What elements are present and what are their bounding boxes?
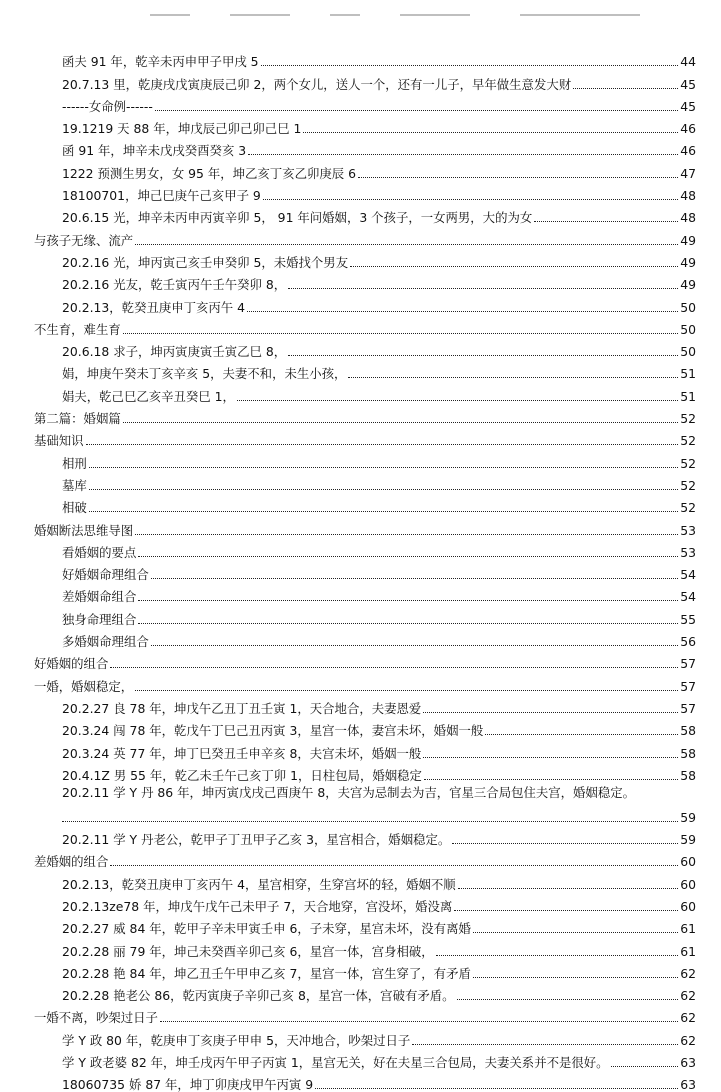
toc-page-number: 47 — [680, 165, 696, 181]
toc-dot-leader — [138, 623, 678, 624]
toc-entry-title: 差婚姻的组合 — [34, 854, 109, 870]
toc-entry[interactable] — [34, 448, 696, 470]
toc-page-number: 59 — [680, 809, 696, 825]
toc-entry-title: 一婚，婚姻稳定， — [34, 678, 134, 694]
toc-page-number: 60 — [680, 898, 696, 914]
toc-dot-leader — [457, 999, 678, 1000]
toc-dot-leader — [123, 333, 678, 334]
toc-page-number: 58 — [680, 745, 696, 761]
toc-entry[interactable] — [34, 914, 696, 936]
toc-entry-title: 看婚姻的要点 — [62, 544, 137, 560]
toc-dot-leader — [534, 221, 678, 222]
toc-dot-leader — [89, 511, 678, 512]
toc-entry-title: 20.2.11 学 Y 丹老公，乾甲子丁丑甲子乙亥 3，星宫相合，婚姻稳定。 — [62, 832, 451, 848]
toc-entry-title: 多婚姻命理组合 — [62, 634, 149, 650]
toc-page-number: 60 — [680, 876, 696, 892]
toc-dot-leader — [423, 712, 678, 713]
toc-entry[interactable] — [34, 136, 696, 158]
toc-page-number: 46 — [680, 121, 696, 137]
toc-entry-title: 1222 预测生男女，女 95 年，坤乙亥丁亥乙卯庚辰 6 — [62, 165, 356, 181]
toc-page-number: 57 — [680, 700, 696, 716]
toc-entry-title: 20.6.18 求子，坤丙寅庚寅壬寅乙巳 8， — [62, 344, 287, 360]
toc-section-entry[interactable] — [34, 515, 696, 537]
scan-artifact — [230, 14, 290, 16]
toc-dot-leader — [315, 1088, 678, 1089]
toc-page-number: 54 — [680, 567, 696, 583]
toc-dot-leader — [237, 400, 678, 401]
toc-entry-title: 20.2.28 艳 84 年，坤乙丑壬午甲申乙亥 7，星宫一体，宫生穿了，有矛盾 — [62, 965, 471, 981]
toc-page-number: 53 — [680, 544, 696, 560]
toc-entry[interactable] — [34, 981, 696, 1003]
toc-page-number: 45 — [680, 98, 696, 114]
toc-dot-leader — [110, 865, 678, 866]
toc-entry-title: 好婚姻的组合 — [34, 656, 109, 672]
toc-page-number: 50 — [680, 321, 696, 337]
toc-dot-leader — [573, 88, 678, 89]
toc-entry[interactable] — [34, 1048, 696, 1070]
toc-entry-title: 娟夫，乾己巳乙亥辛丑癸巳 1， — [62, 388, 235, 404]
toc-entry[interactable] — [34, 783, 696, 825]
toc-dot-leader — [62, 821, 678, 822]
toc-entry-title: 20.3.24 闯 78 年，乾戊午丁巳己丑丙寅 3，星宫一体，妻宫未坏，婚姻一般 — [62, 723, 484, 739]
toc-entry-title: 20.3.24 英 77 年，坤丁巳癸丑壬申辛亥 8，夫宫未坏，婚姻一般 — [62, 745, 422, 761]
toc-entry[interactable] — [34, 1025, 696, 1047]
toc-dot-leader — [303, 132, 678, 133]
toc-page-number: 48 — [680, 210, 696, 226]
toc-entry-title: ------女命例------ — [62, 98, 153, 114]
toc-entry-title: 20.6.15 光，坤辛未丙申丙寅辛卯 5， 91 年问婚姻，3 个孩子，一女两男，大的为女 — [62, 210, 533, 226]
toc-entry[interactable] — [34, 292, 696, 314]
toc-dot-leader — [151, 578, 678, 579]
toc-entry[interactable] — [34, 738, 696, 760]
toc-entry-title: 20.2.27 威 84 年，乾甲子辛未甲寅壬申 6，子未穿，星宫未坏，没有离婚 — [62, 921, 471, 937]
toc-entry-title: 差婚姻命组合 — [62, 589, 137, 605]
toc-entry[interactable] — [34, 493, 696, 515]
toc-dot-leader — [110, 667, 678, 668]
toc-entry-title: 函夫 91 年，乾辛未丙申甲子甲戌 5 — [62, 54, 259, 70]
toc-page-number: 62 — [680, 1032, 696, 1048]
toc-page-number: 61 — [680, 921, 696, 937]
toc-section-entry[interactable] — [34, 671, 696, 693]
scan-artifact — [330, 14, 360, 16]
toc-entry-title: 18060735 娇 87 年，坤丁卯庚戌甲午丙寅 9 — [62, 1077, 314, 1092]
table-of-contents — [34, 47, 696, 1092]
toc-entry[interactable] — [34, 114, 696, 136]
toc-entry-title: 好婚姻命理组合 — [62, 567, 149, 583]
toc-page-number: 51 — [680, 366, 696, 382]
toc-page-number: 45 — [680, 76, 696, 92]
toc-entry-title: 一婚不离，吵架过日子 — [34, 1010, 158, 1026]
toc-dot-leader — [261, 65, 678, 66]
scan-artifact — [520, 14, 640, 16]
toc-page-number: 57 — [680, 678, 696, 694]
toc-entry[interactable] — [34, 203, 696, 225]
toc-page-number: 62 — [680, 1010, 696, 1026]
toc-section-entry[interactable] — [34, 404, 696, 426]
toc-dot-leader — [123, 422, 678, 423]
toc-page-number: 50 — [680, 299, 696, 315]
toc-page-number: 46 — [680, 143, 696, 159]
toc-entry-title: 相刑 — [62, 455, 87, 471]
toc-entry-title: 20.4.1Z 男 55 年，乾乙未壬午己亥丁卯 1，日柱包局，婚姻稳定 — [62, 767, 422, 783]
toc-entry-continuation — [62, 807, 696, 825]
toc-entry[interactable] — [34, 627, 696, 649]
toc-page-number: 58 — [680, 723, 696, 739]
toc-dot-leader — [288, 288, 678, 289]
toc-page-number: 51 — [680, 388, 696, 404]
toc-dot-leader — [135, 690, 678, 691]
toc-dot-leader — [458, 888, 678, 889]
toc-dot-leader — [86, 444, 678, 445]
toc-entry-title: 不生育，难生育 — [34, 321, 121, 337]
toc-entry-title: 与孩子无缘、流产 — [34, 232, 134, 248]
toc-dot-leader — [288, 355, 678, 356]
toc-page-number: 44 — [680, 54, 696, 70]
toc-page-number: 53 — [680, 522, 696, 538]
toc-dot-leader — [454, 910, 678, 911]
toc-section-entry[interactable] — [34, 1003, 696, 1025]
toc-dot-leader — [263, 199, 678, 200]
toc-entry-title: 20.2.28 艳老公 86，乾丙寅庚子辛卯己亥 8，星宫一体，宫破有矛盾。 — [62, 988, 455, 1004]
toc-dot-leader — [89, 467, 678, 468]
toc-dot-leader — [247, 311, 678, 312]
toc-dot-leader — [135, 534, 678, 535]
toc-section-entry[interactable] — [34, 649, 696, 671]
toc-entry[interactable] — [34, 471, 696, 493]
toc-entry[interactable] — [34, 248, 696, 270]
toc-entry-title: 墓库 — [62, 477, 87, 493]
toc-page-number: 60 — [680, 854, 696, 870]
toc-dot-leader — [350, 266, 678, 267]
toc-entry[interactable] — [34, 959, 696, 981]
toc-page-number: 48 — [680, 188, 696, 204]
toc-entry-title: 函 91 年，坤辛未戊戌癸酉癸亥 3 — [62, 143, 247, 159]
toc-entry[interactable] — [34, 761, 696, 783]
toc-page-number: 52 — [680, 455, 696, 471]
toc-entry[interactable] — [34, 92, 696, 114]
toc-entry-title: 20.2.13，乾癸丑庚申丁亥丙午 4 — [62, 299, 246, 315]
toc-entry-title: 19.1219 天 88 年，坤戊辰己卯己卯己巳 1 — [62, 121, 302, 137]
toc-dot-leader — [248, 154, 678, 155]
toc-dot-leader — [138, 600, 678, 601]
toc-page-number: 54 — [680, 589, 696, 605]
toc-entry[interactable] — [34, 337, 696, 359]
toc-dot-leader — [452, 843, 678, 844]
toc-dot-leader — [423, 757, 678, 758]
toc-entry[interactable] — [34, 869, 696, 891]
toc-page-number: 58 — [680, 767, 696, 783]
toc-entry[interactable] — [34, 604, 696, 626]
toc-page-number: 49 — [680, 232, 696, 248]
toc-dot-leader — [348, 377, 678, 378]
toc-page-number: 62 — [680, 965, 696, 981]
toc-entry[interactable] — [34, 69, 696, 91]
toc-page-number: 62 — [680, 988, 696, 1004]
toc-dot-leader — [160, 1021, 678, 1022]
toc-section-entry[interactable] — [34, 225, 696, 247]
toc-page-number: 63 — [680, 1077, 696, 1092]
toc-dot-leader — [611, 1066, 678, 1067]
toc-entry-title: 婚姻断法思维导图 — [34, 522, 134, 538]
toc-dot-leader — [151, 645, 678, 646]
toc-entry-title: 20.7.13 里，乾庚戌戊寅庚辰己卯 2，两个女儿，送人一个，还有一儿子，早年做生意发大财 — [62, 76, 572, 92]
toc-entry[interactable] — [34, 158, 696, 180]
toc-entry[interactable] — [34, 694, 696, 716]
toc-page-number: 49 — [680, 254, 696, 270]
toc-page-number: 55 — [680, 611, 696, 627]
toc-entry[interactable] — [34, 359, 696, 381]
toc-entry-title: 20.2.13ze78 年，坤戊午戊午己未甲子 7，天合地穿，宫没坏，婚没离 — [62, 898, 453, 914]
toc-entry-title: 娟，坤庚午癸未丁亥辛亥 5，夫妻不和，未生小孩， — [62, 366, 347, 382]
toc-entry[interactable] — [34, 582, 696, 604]
toc-entry-title: 学 Y 政 80 年，乾庚申丁亥庚子甲申 5，天冲地合，吵架过日子 — [62, 1032, 411, 1048]
scan-artifact — [150, 14, 190, 16]
toc-dot-leader — [473, 977, 678, 978]
toc-entry[interactable] — [34, 47, 696, 69]
toc-entry-title: 学 Y 政老婆 82 年，坤壬戌丙午甲子丙寅 1，星宫无关，好在夫星三合包局，夫妻关系并不是很好。 — [62, 1055, 609, 1071]
toc-entry[interactable] — [34, 560, 696, 582]
toc-page-number: 59 — [680, 832, 696, 848]
toc-page-number: 52 — [680, 500, 696, 516]
toc-page-number: 50 — [680, 344, 696, 360]
toc-entry[interactable] — [34, 716, 696, 738]
toc-entry-title: 独身命理组合 — [62, 611, 137, 627]
toc-page-number: 61 — [680, 943, 696, 959]
scan-top-edge — [0, 0, 721, 30]
toc-page-number: 57 — [680, 656, 696, 672]
toc-page-number: 52 — [680, 477, 696, 493]
toc-page-number: 63 — [680, 1055, 696, 1071]
toc-dot-leader — [155, 110, 678, 111]
toc-dot-leader — [485, 734, 678, 735]
toc-entry[interactable] — [34, 1070, 696, 1092]
toc-dot-leader — [135, 244, 678, 245]
toc-dot-leader — [473, 932, 678, 933]
toc-entry-title: 20.2.28 丽 79 年，坤己未癸酉辛卯己亥 6，星宫一体，宫身相破， — [62, 943, 434, 959]
toc-page-number: 56 — [680, 634, 696, 650]
toc-section-entry[interactable] — [34, 315, 696, 337]
toc-page-number: 49 — [680, 277, 696, 293]
toc-entry-title: 20.2.13，乾癸丑庚申丁亥丙午 4，星宫相穿，生穿宫坏的轻，婚姻不顺 — [62, 876, 456, 892]
toc-entry-title: 18100701，坤己巳庚午己亥甲子 9 — [62, 188, 261, 204]
toc-section-entry[interactable] — [34, 426, 696, 448]
toc-entry[interactable] — [34, 270, 696, 292]
toc-entry-title: 20.2.16 光友，乾壬寅丙午壬午癸卯 8， — [62, 277, 287, 293]
toc-entry[interactable] — [34, 381, 696, 403]
toc-entry-title: 第二篇：婚姻篇 — [34, 411, 121, 427]
toc-dot-leader — [424, 779, 678, 780]
toc-entry[interactable] — [34, 181, 696, 203]
toc-entry[interactable] — [34, 825, 696, 847]
toc-entry-title: 20.2.27 良 78 年，坤戊午乙丑丁丑壬寅 1，天合地合，夫妻恩爱 — [62, 700, 422, 716]
toc-entry-title: 20.2.11 学 Y 丹 86 年，坤丙寅戊戌己酉庚午 8，夫宫为忌制去为吉，官星三合局包住夫宫，婚姻稳定。 — [62, 784, 635, 800]
toc-entry[interactable] — [34, 538, 696, 560]
toc-dot-leader — [436, 955, 678, 956]
toc-entry-title: 基础知识 — [34, 433, 84, 449]
toc-dot-leader — [138, 556, 678, 557]
toc-dot-leader — [358, 177, 678, 178]
toc-entry-title: 相破 — [62, 500, 87, 516]
toc-page-number: 52 — [680, 433, 696, 449]
toc-entry[interactable] — [34, 936, 696, 958]
toc-section-entry[interactable] — [34, 847, 696, 869]
toc-dot-leader — [412, 1044, 678, 1045]
toc-entry-title: 20.2.16 光，坤丙寅己亥壬申癸卯 5，未婚找个男友 — [62, 254, 349, 270]
toc-entry[interactable] — [34, 892, 696, 914]
toc-page-number: 52 — [680, 411, 696, 427]
scan-artifact — [400, 14, 470, 16]
toc-dot-leader — [89, 489, 678, 490]
